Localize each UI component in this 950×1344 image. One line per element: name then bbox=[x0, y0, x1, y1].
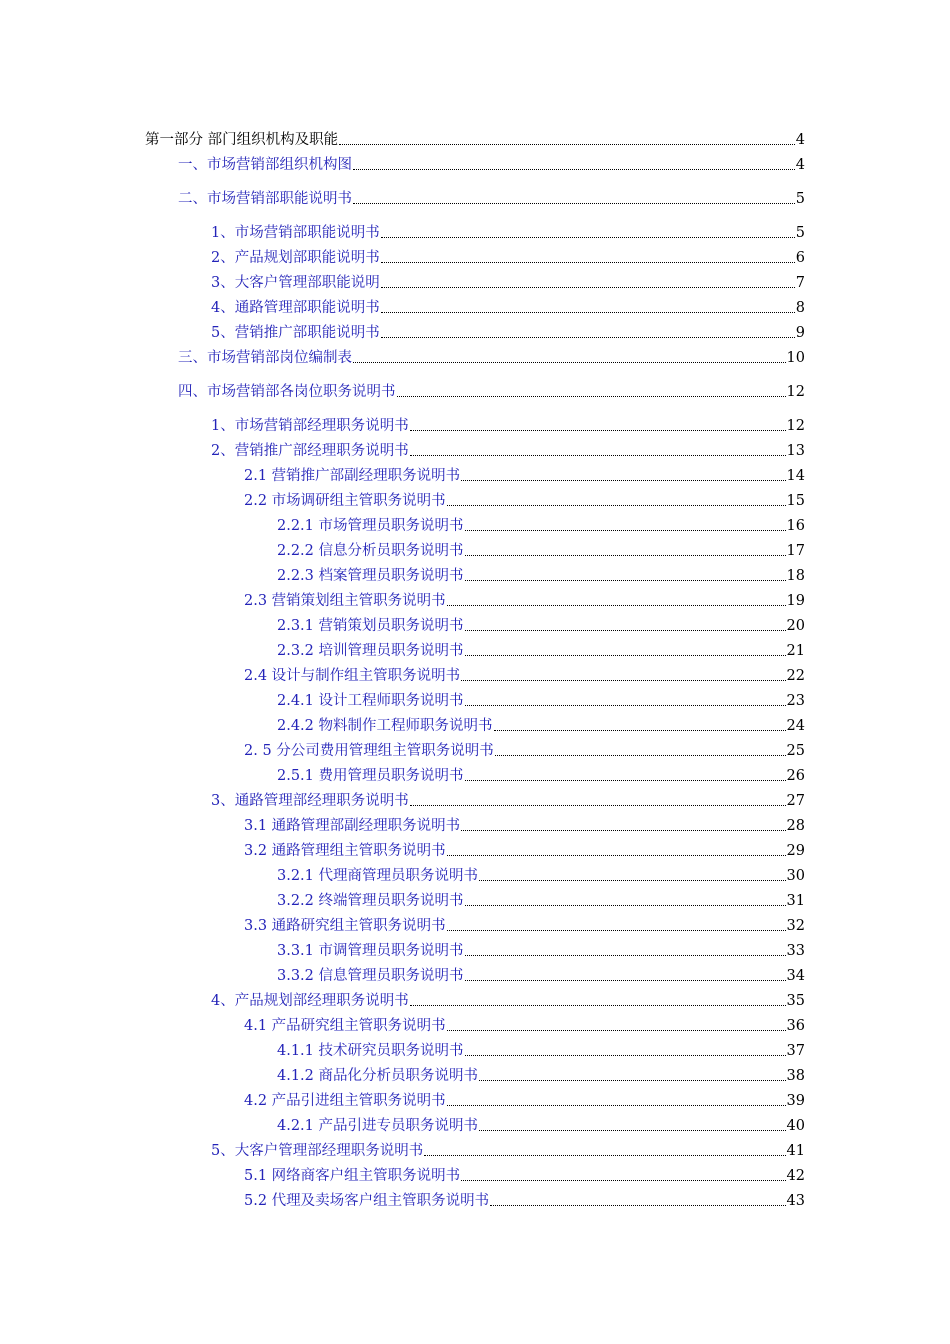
toc-entry[interactable] bbox=[0, 985, 950, 1010]
toc-entry-title[interactable]: 3、通路管理部经理职务说明书 bbox=[211, 793, 409, 809]
toc-entry[interactable] bbox=[0, 585, 950, 610]
toc-entry-page-number: 42 bbox=[786, 1168, 805, 1184]
toc-entry-page-number: 5 bbox=[795, 191, 805, 207]
toc-entry[interactable] bbox=[0, 860, 950, 885]
toc-entry[interactable] bbox=[0, 435, 950, 460]
toc-entry[interactable] bbox=[0, 735, 950, 760]
toc-entry-title[interactable]: 3、大客户管理部职能说明 bbox=[211, 275, 380, 291]
dot-leader bbox=[494, 729, 786, 731]
toc-entry-title[interactable]: 2.4.2 物料制作工程师职务说明书 bbox=[277, 718, 493, 734]
toc-entry[interactable] bbox=[0, 1110, 950, 1135]
dot-leader bbox=[447, 1029, 786, 1031]
toc-entry-title[interactable]: 2.4.1 设计工程师职务说明书 bbox=[277, 693, 464, 709]
toc-entry[interactable] bbox=[0, 560, 950, 585]
toc-entry-page-number: 41 bbox=[786, 1143, 805, 1159]
toc-entry-title[interactable]: 第一部分 部门组织机构及职能 bbox=[145, 132, 339, 148]
toc-entry-page-number: 23 bbox=[786, 693, 805, 709]
toc-entry-title[interactable]: 2、营销推广部经理职务说明书 bbox=[211, 443, 409, 459]
toc-entry-title[interactable]: 5、大客户管理部经理职务说明书 bbox=[211, 1143, 424, 1159]
toc-entry-page-number: 6 bbox=[795, 250, 805, 266]
toc-entry-page-number: 21 bbox=[786, 643, 805, 659]
toc-entry-page-number: 32 bbox=[786, 918, 805, 934]
toc-entry[interactable] bbox=[0, 685, 950, 710]
toc-entry-title[interactable]: 四、市场营销部各岗位职务说明书 bbox=[178, 384, 396, 400]
dot-leader bbox=[465, 629, 786, 631]
toc-entry-title[interactable]: 3.2 通路管理组主管职务说明书 bbox=[244, 843, 446, 859]
dot-leader bbox=[397, 395, 786, 397]
toc-entry[interactable] bbox=[0, 149, 950, 174]
toc-entry-page-number: 8 bbox=[795, 300, 805, 316]
toc-entry-title[interactable]: 4.1.2 商品化分析员职务说明书 bbox=[277, 1068, 479, 1084]
dot-leader bbox=[447, 854, 786, 856]
dot-leader bbox=[479, 1079, 786, 1081]
toc-entry-title[interactable]: 3.1 通路管理部副经理职务说明书 bbox=[244, 818, 461, 834]
dot-leader bbox=[461, 829, 785, 831]
toc-entry-page-number: 13 bbox=[786, 443, 805, 459]
toc-entry-title[interactable]: 2.2 市场调研组主管职务说明书 bbox=[244, 493, 446, 509]
dot-leader bbox=[410, 429, 786, 431]
toc-entry-title[interactable]: 4、产品规划部经理职务说明书 bbox=[211, 993, 409, 1009]
toc-entry-title[interactable]: 2.2.1 市场管理员职务说明书 bbox=[277, 518, 464, 534]
dot-leader bbox=[381, 286, 795, 288]
toc-entry-title[interactable]: 2.3.1 营销策划员职务说明书 bbox=[277, 618, 464, 634]
toc-entry-page-number: 15 bbox=[786, 493, 805, 509]
toc-entry[interactable] bbox=[0, 785, 950, 810]
toc-entry[interactable] bbox=[0, 710, 950, 735]
toc-entry-page-number: 37 bbox=[786, 1043, 805, 1059]
toc-entry-page-number: 39 bbox=[786, 1093, 805, 1109]
toc-entry-page-number: 38 bbox=[786, 1068, 805, 1084]
dot-leader bbox=[465, 979, 786, 981]
dot-leader bbox=[490, 1204, 785, 1206]
dot-leader bbox=[410, 804, 786, 806]
toc-entry-page-number: 4 bbox=[795, 132, 805, 148]
toc-entry-page-number: 5 bbox=[795, 225, 805, 241]
toc-entry-page-number: 33 bbox=[786, 943, 805, 959]
toc-entry-title[interactable]: 2.1 营销推广部副经理职务说明书 bbox=[244, 468, 461, 484]
dot-leader bbox=[465, 779, 786, 781]
dot-leader bbox=[381, 311, 795, 313]
toc-entry-page-number: 12 bbox=[786, 384, 805, 400]
toc-entry-title[interactable]: 3.3.1 市调管理员职务说明书 bbox=[277, 943, 464, 959]
toc-entry[interactable] bbox=[0, 510, 950, 535]
toc-entry-page-number: 22 bbox=[786, 668, 805, 684]
toc-entry[interactable] bbox=[0, 935, 950, 960]
toc-entry-title[interactable]: 二、市场营销部职能说明书 bbox=[178, 191, 352, 207]
toc-entry-page-number: 9 bbox=[795, 325, 805, 341]
dot-leader bbox=[447, 1104, 786, 1106]
toc-entry-title[interactable]: 4.2.1 产品引进专员职务说明书 bbox=[277, 1118, 479, 1134]
toc-entry-title[interactable]: 5、营销推广部职能说明书 bbox=[211, 325, 380, 341]
dot-leader bbox=[479, 1129, 786, 1131]
dot-leader bbox=[381, 261, 795, 263]
dot-leader bbox=[465, 579, 786, 581]
dot-leader bbox=[465, 1054, 786, 1056]
toc-entry-page-number: 24 bbox=[786, 718, 805, 734]
toc-entry-title[interactable]: 1、市场营销部职能说明书 bbox=[211, 225, 380, 241]
toc-entry-page-number: 43 bbox=[786, 1193, 805, 1209]
toc-entry-title[interactable]: 2.3.2 培训管理员职务说明书 bbox=[277, 643, 464, 659]
toc-entry[interactable] bbox=[0, 267, 950, 292]
toc-entry[interactable] bbox=[0, 960, 950, 985]
toc-entry[interactable] bbox=[0, 292, 950, 317]
dot-leader bbox=[339, 143, 795, 145]
toc-entry-title[interactable]: 4.1.1 技术研究员职务说明书 bbox=[277, 1043, 464, 1059]
toc-entry-page-number: 20 bbox=[786, 618, 805, 634]
toc-entry[interactable] bbox=[0, 1085, 950, 1110]
toc-entry[interactable] bbox=[0, 1185, 950, 1210]
dot-leader bbox=[410, 1004, 786, 1006]
toc-entry[interactable] bbox=[0, 242, 950, 267]
toc-entry-page-number: 16 bbox=[786, 518, 805, 534]
dot-leader bbox=[465, 554, 786, 556]
toc-entry[interactable] bbox=[0, 410, 950, 435]
dot-leader bbox=[461, 679, 785, 681]
toc-entry[interactable] bbox=[0, 460, 950, 485]
toc-entry[interactable] bbox=[0, 610, 950, 635]
toc-entry-title[interactable]: 1、市场营销部经理职务说明书 bbox=[211, 418, 409, 434]
toc-entry-page-number: 40 bbox=[786, 1118, 805, 1134]
toc-entry-page-number: 18 bbox=[786, 568, 805, 584]
dot-leader bbox=[461, 479, 785, 481]
toc-entry-title[interactable]: 3.3.2 信息管理员职务说明书 bbox=[277, 968, 464, 984]
toc-entry-page-number: 26 bbox=[786, 768, 805, 784]
toc-entry-title[interactable]: 4.1 产品研究组主管职务说明书 bbox=[244, 1018, 446, 1034]
toc-entry-title[interactable]: 2.3 营销策划组主管职务说明书 bbox=[244, 593, 446, 609]
dot-leader bbox=[465, 529, 786, 531]
toc-entry[interactable] bbox=[0, 217, 950, 242]
toc-entry-title[interactable]: 3.2.1 代理商管理员职务说明书 bbox=[277, 868, 479, 884]
toc-entry[interactable] bbox=[0, 1060, 950, 1085]
toc-entry-title[interactable]: 一、市场营销部组织机构图 bbox=[178, 157, 352, 173]
toc-entry-page-number: 31 bbox=[786, 893, 805, 909]
dot-leader bbox=[465, 904, 786, 906]
toc-entry-title[interactable]: 2.4 设计与制作组主管职务说明书 bbox=[244, 668, 461, 684]
toc-entry[interactable] bbox=[0, 885, 950, 910]
dot-leader bbox=[447, 604, 786, 606]
toc-entry[interactable] bbox=[0, 317, 950, 342]
toc-entry-title[interactable]: 2.2.3 档案管理员职务说明书 bbox=[277, 568, 464, 584]
dot-leader bbox=[353, 202, 795, 204]
dot-leader bbox=[424, 1154, 785, 1156]
toc-entry[interactable] bbox=[0, 760, 950, 785]
toc-entry[interactable] bbox=[0, 124, 950, 149]
toc-entry[interactable] bbox=[0, 1035, 950, 1060]
toc-entry[interactable] bbox=[0, 535, 950, 560]
toc-entry-title[interactable]: 3.2.2 终端管理员职务说明书 bbox=[277, 893, 464, 909]
toc-entry[interactable] bbox=[0, 485, 950, 510]
toc-entry-title[interactable]: 三、市场营销部岗位编制表 bbox=[178, 350, 352, 366]
toc-entry[interactable] bbox=[0, 1135, 950, 1160]
toc-entry-page-number: 34 bbox=[786, 968, 805, 984]
toc-entry-title[interactable]: 2.5.1 费用管理员职务说明书 bbox=[277, 768, 464, 784]
toc-entry-title[interactable]: 2、产品规划部职能说明书 bbox=[211, 250, 380, 266]
toc-entry-title[interactable]: 5.1 网络商客户组主管职务说明书 bbox=[244, 1168, 461, 1184]
toc-entry[interactable] bbox=[0, 342, 950, 367]
toc-entry-page-number: 30 bbox=[786, 868, 805, 884]
toc-entry-page-number: 25 bbox=[786, 743, 805, 759]
toc-entry[interactable] bbox=[0, 1160, 950, 1185]
toc-entry-page-number: 17 bbox=[786, 543, 805, 559]
toc-entry[interactable] bbox=[0, 376, 950, 401]
dot-leader bbox=[381, 236, 795, 238]
toc-entry-page-number: 35 bbox=[786, 993, 805, 1009]
toc-entry-page-number: 36 bbox=[786, 1018, 805, 1034]
toc-entry-title[interactable]: 4、通路管理部职能说明书 bbox=[211, 300, 380, 316]
toc-entry[interactable] bbox=[0, 183, 950, 208]
toc-entry-page-number: 7 bbox=[795, 275, 805, 291]
toc-entry[interactable] bbox=[0, 635, 950, 660]
dot-leader bbox=[495, 754, 786, 756]
toc-entry-page-number: 28 bbox=[786, 818, 805, 834]
toc-entry-page-number: 29 bbox=[786, 843, 805, 859]
toc-entry-page-number: 27 bbox=[786, 793, 805, 809]
toc-entry-page-number: 4 bbox=[795, 157, 805, 173]
toc-entry[interactable] bbox=[0, 910, 950, 935]
toc-entry-page-number: 19 bbox=[786, 593, 805, 609]
dot-leader bbox=[447, 929, 786, 931]
toc-entry-title[interactable]: 2. 5 分公司费用管理组主管职务说明书 bbox=[244, 743, 494, 759]
dot-leader bbox=[353, 361, 786, 363]
dot-leader bbox=[465, 954, 786, 956]
toc-entry-title[interactable]: 5.2 代理及卖场客户组主管职务说明书 bbox=[244, 1193, 490, 1209]
dot-leader bbox=[461, 1179, 785, 1181]
toc-entry-title[interactable]: 4.2 产品引进组主管职务说明书 bbox=[244, 1093, 446, 1109]
dot-leader bbox=[381, 336, 795, 338]
toc-entry[interactable] bbox=[0, 660, 950, 685]
dot-leader bbox=[410, 454, 786, 456]
dot-leader bbox=[447, 504, 786, 506]
toc-entry[interactable] bbox=[0, 1010, 950, 1035]
toc-entry[interactable] bbox=[0, 835, 950, 860]
toc-entry-title[interactable]: 2.2.2 信息分析员职务说明书 bbox=[277, 543, 464, 559]
dot-leader bbox=[479, 879, 786, 881]
table-of-contents bbox=[0, 124, 950, 1210]
toc-entry-title[interactable]: 3.3 通路研究组主管职务说明书 bbox=[244, 918, 446, 934]
toc-entry[interactable] bbox=[0, 810, 950, 835]
dot-leader bbox=[353, 168, 795, 170]
toc-entry-page-number: 10 bbox=[786, 350, 805, 366]
dot-leader bbox=[465, 654, 786, 656]
toc-entry-page-number: 14 bbox=[786, 468, 805, 484]
toc-entry-page-number: 12 bbox=[786, 418, 805, 434]
dot-leader bbox=[465, 704, 786, 706]
